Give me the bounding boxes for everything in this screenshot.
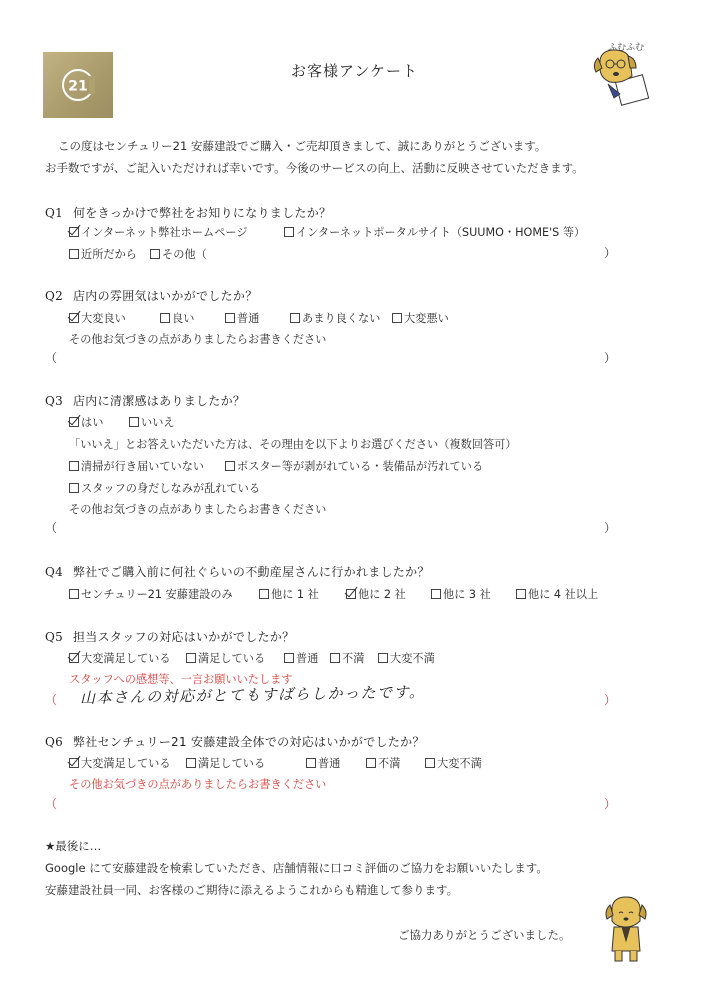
q6-number: Q6 [45, 735, 64, 749]
q3-text: 店内に清潔感はありましたか？ [73, 394, 246, 408]
q5-option-very-dissatisfied[interactable] [378, 650, 435, 666]
q5-option-label: 不満 [342, 652, 365, 665]
closing-heading: ★最後に… [45, 839, 102, 853]
q3-question [45, 392, 245, 409]
checkbox[interactable] [284, 653, 294, 663]
q6-option-very-dissatisfied[interactable] [425, 755, 482, 771]
checkbox[interactable] [186, 758, 196, 768]
q5-option-label: 満足している [198, 652, 266, 665]
checkbox[interactable] [69, 461, 79, 471]
q5-option-normal[interactable] [284, 650, 318, 666]
q3-option-label: はい [81, 416, 104, 429]
q6-option-label: 大変不満 [437, 757, 482, 770]
checkbox[interactable] [150, 249, 160, 259]
checkbox[interactable] [225, 313, 235, 323]
q5-question [45, 628, 294, 645]
q4-number: Q4 [45, 565, 64, 579]
q4-option-1[interactable] [259, 586, 319, 602]
q2-open-paren: （ [45, 351, 58, 365]
checkbox[interactable] [306, 758, 316, 768]
q4-option-label: 他に 4 社以上 [528, 588, 599, 601]
q5-number: Q5 [45, 630, 64, 644]
checkbox[interactable] [284, 227, 294, 237]
q2-close-paren: ） [604, 351, 617, 365]
q5-close-paren: ） [604, 693, 617, 707]
q3-close-paren: ） [604, 521, 617, 535]
checkbox[interactable] [516, 589, 526, 599]
q2-option-label: 大変悪い [404, 312, 449, 325]
q6-question [45, 733, 425, 750]
q3-reason-staff-appearance[interactable] [69, 480, 260, 496]
checkbox[interactable] [225, 461, 235, 471]
checkbox[interactable] [69, 249, 79, 259]
page-title: お客様アンケート [290, 62, 419, 80]
q1-number: Q1 [45, 206, 64, 220]
checkbox[interactable] [330, 653, 340, 663]
mascot-caption: ふむふむ [608, 43, 645, 53]
intro-line-2: お手数ですが、ご記入いただければ幸いです。今後のサービスの向上、活動に反映させていただきます。 [45, 161, 584, 175]
q5-option-very-satisfied[interactable] [69, 650, 171, 666]
checkbox-checked[interactable] [69, 653, 79, 663]
q6-option-very-satisfied[interactable] [69, 755, 171, 771]
checkbox[interactable] [186, 653, 196, 663]
q4-option-label: 他に 3 社 [443, 588, 491, 601]
q5-option-label: 大変不満 [390, 652, 435, 665]
q3-followup: 「いいえ」とお答えいただいた方は、その理由を以下よりお選びください（複数回答可） [69, 438, 517, 451]
closing-line-1: Google にて安藤建設を検索していただき、店舗情報に口コミ評価のご協力をお願いいたします。 [45, 861, 548, 875]
q6-open-paren: （ [45, 797, 58, 811]
q6-option-normal[interactable] [306, 755, 340, 771]
q6-option-label: 大変満足している [81, 757, 171, 770]
q2-text: 店内の雰囲気はいかがでしたか？ [73, 289, 258, 303]
intro-line-1: この度はセンチュリー21 安藤建設でご購入・ご売却頂きまして、誠にありがとうございます。 [58, 139, 547, 153]
q3-reason-cleaning[interactable] [69, 458, 204, 474]
q1-option-label: その他（ [162, 248, 207, 261]
q2-option-label: 普通 [237, 312, 260, 325]
q2-question [45, 287, 258, 304]
q1-option-other[interactable] [150, 246, 207, 262]
q5-comment-prompt: スタッフへの感想等、一言お願いいたします [69, 673, 293, 686]
q2-option-label: 良い [172, 312, 195, 325]
logo-text: 21 [68, 78, 88, 95]
q2-number: Q2 [45, 289, 64, 303]
checkbox-checked[interactable] [69, 758, 79, 768]
mascot-bowing-illustration [600, 893, 652, 965]
checkbox[interactable] [366, 758, 376, 768]
q4-option-3[interactable] [431, 586, 491, 602]
q3-option-no[interactable] [129, 414, 175, 430]
q4-option-2[interactable] [346, 586, 406, 602]
checkbox[interactable] [259, 589, 269, 599]
q4-option-label: センチュリー21 安藤建設のみ [81, 588, 233, 601]
q5-text: 担当スタッフの対応はいかがでしたか？ [73, 630, 295, 644]
q2-option-normal[interactable] [225, 310, 259, 326]
q4-text: 弊社でご購入前に何社ぐらいの不動産屋さんに行かれましたか？ [73, 565, 430, 579]
q3-option-yes[interactable] [69, 414, 103, 430]
q1-option-homepage[interactable] [69, 224, 248, 240]
q2-option-label: あまり良くない [302, 312, 381, 325]
q6-close-paren: ） [604, 797, 617, 811]
q1-option-label: インターネット弊社ホームページ [81, 226, 248, 239]
checkbox[interactable] [129, 417, 139, 427]
q2-option-very-bad[interactable] [392, 310, 449, 326]
q6-comment-prompt: その他お気づきの点がありましたらお書きください [69, 778, 327, 791]
checkbox[interactable] [69, 589, 79, 599]
checkbox-checked[interactable] [346, 589, 356, 599]
q5-option-dissatisfied[interactable] [330, 650, 364, 666]
checkbox[interactable] [69, 483, 79, 493]
q4-option-label: 他に 1 社 [271, 588, 319, 601]
q6-option-satisfied[interactable] [186, 755, 265, 771]
q2-option-not-good[interactable] [290, 310, 380, 326]
q2-option-good[interactable] [160, 310, 194, 326]
q5-option-satisfied[interactable] [186, 650, 265, 666]
checkbox[interactable] [425, 758, 435, 768]
closing-line-2: 安藤建設社員一同、お客様のご期待に添えるようこれからも精進して参ります。 [45, 883, 459, 897]
q1-text: 何をきっかけで弊社をお知りになりましたか？ [73, 206, 332, 220]
q3-option-label: いいえ [141, 416, 175, 429]
q3-number: Q3 [45, 394, 64, 408]
q4-question [45, 563, 430, 580]
q6-option-label: 満足している [198, 757, 266, 770]
q5-open-paren: （ [45, 693, 58, 707]
q1-option-portal[interactable] [284, 224, 585, 240]
checkbox[interactable] [431, 589, 441, 599]
q5-handwritten-answer: 山本さんの対応がとてもすばらしかったです。 [79, 682, 426, 708]
q3-comment-prompt: その他お気づきの点がありましたらお書きください [69, 503, 327, 516]
q5-option-label: 普通 [296, 652, 319, 665]
q5-option-label: 大変満足している [81, 652, 171, 665]
q2-comment-prompt: その他お気づきの点がありましたらお書きください [69, 333, 327, 346]
q4-option-only[interactable] [69, 586, 233, 602]
checkbox-checked[interactable] [69, 313, 79, 323]
checkbox[interactable] [378, 653, 388, 663]
q3-reason-label: スタッフの身だしなみが乱れている [81, 482, 261, 495]
q1-option-label: 近所だから [81, 248, 137, 261]
q4-option-4-plus[interactable] [516, 586, 598, 602]
q1-question [45, 204, 331, 221]
checkbox[interactable] [290, 313, 300, 323]
checkbox-checked[interactable] [69, 417, 79, 427]
q3-open-paren: （ [45, 521, 58, 535]
q3-reason-posters[interactable] [225, 458, 483, 474]
checkbox[interactable] [160, 313, 170, 323]
q1-close-paren: ） [604, 246, 617, 260]
q6-option-label: 不満 [378, 757, 401, 770]
checkbox-checked[interactable] [69, 227, 79, 237]
closing-thanks: ご協力ありがとうございました。 [398, 928, 571, 942]
q2-option-label: 大変良い [81, 312, 126, 325]
q6-option-dissatisfied[interactable] [366, 755, 400, 771]
checkbox[interactable] [392, 313, 402, 323]
q3-reason-label: ポスター等が剥がれている・装備品が汚れている [237, 460, 484, 473]
q3-reason-label: 清掃が行き届いていない [81, 460, 205, 473]
q1-option-nearby[interactable] [69, 246, 137, 262]
q6-option-label: 普通 [318, 757, 341, 770]
q6-text: 弊社センチュリー21 安藤建設全体での対応はいかがでしたか？ [73, 735, 425, 749]
q4-option-label: 他に 2 社 [358, 588, 406, 601]
q2-option-very-good[interactable] [69, 310, 126, 326]
q1-option-label: インターネットポータルサイト（SUUMO・HOME'S 等） [296, 226, 586, 239]
